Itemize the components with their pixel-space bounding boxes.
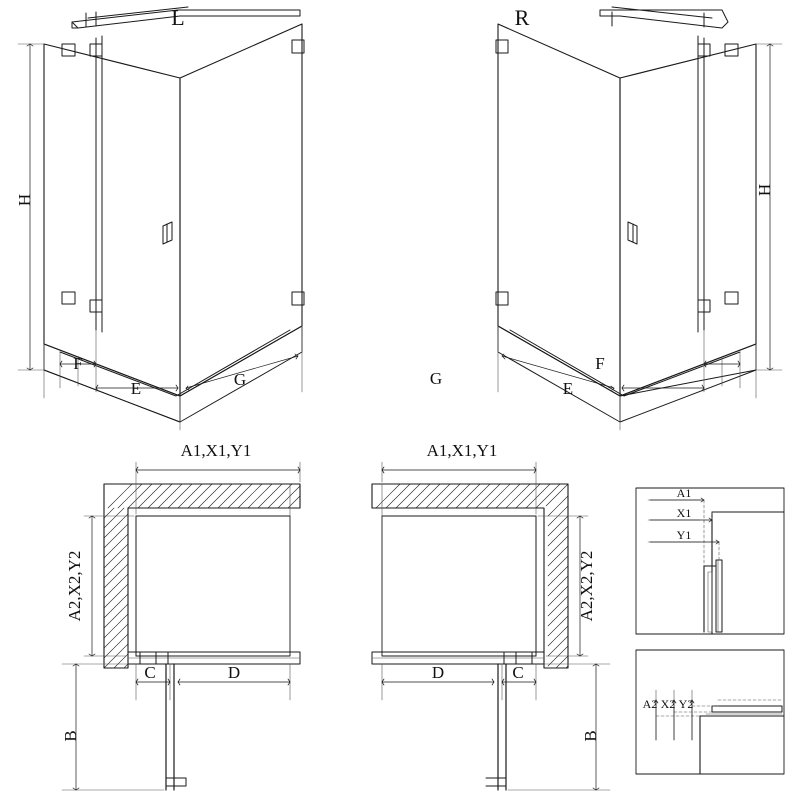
left-height-label: H [15,193,34,207]
left-base-label-g: G [233,370,247,389]
right-plan-dim-d: D [431,663,445,682]
left-plan-dim-c: C [144,663,156,682]
left-base-label-f: F [73,354,83,373]
left-plan-side-dim: A2,X2,Y2 [65,550,84,622]
detail-top-right [636,488,784,634]
left-isometric-view [18,7,304,430]
right-plan-door-dim: B [581,730,600,742]
left-plan-top-dim: A1,X1,Y1 [180,441,252,460]
detail-top-label-y1: Y1 [676,528,692,542]
left-base-label-e: E [130,379,142,398]
right-height-label: H [755,183,774,197]
left-plan-view [62,462,300,790]
right-plan-view [372,462,610,790]
right-plan-top-dim: A1,X1,Y1 [426,441,498,460]
detail-top-label-x1: X1 [676,506,692,520]
left-plan-door-dim: B [61,730,80,742]
detail-bottom-label-x2: X2 [660,697,676,711]
detail-bottom-label-a2: A2 [642,697,658,711]
detail-bottom-right [636,650,784,774]
right-base-label-f: F [595,354,605,373]
left-variant-label: L [171,5,185,30]
right-variant-label: R [514,5,530,30]
right-plan-dim-c: C [512,663,524,682]
right-base-label-e: E [562,379,574,398]
detail-bottom-label-y2: Y2 [678,697,694,711]
detail-top-label-a1: A1 [676,486,692,500]
left-plan-dim-d: D [227,663,241,682]
right-isometric-view [496,7,782,430]
right-plan-side-dim: A2,X2,Y2 [577,550,596,622]
right-base-label-g: G [429,369,443,388]
